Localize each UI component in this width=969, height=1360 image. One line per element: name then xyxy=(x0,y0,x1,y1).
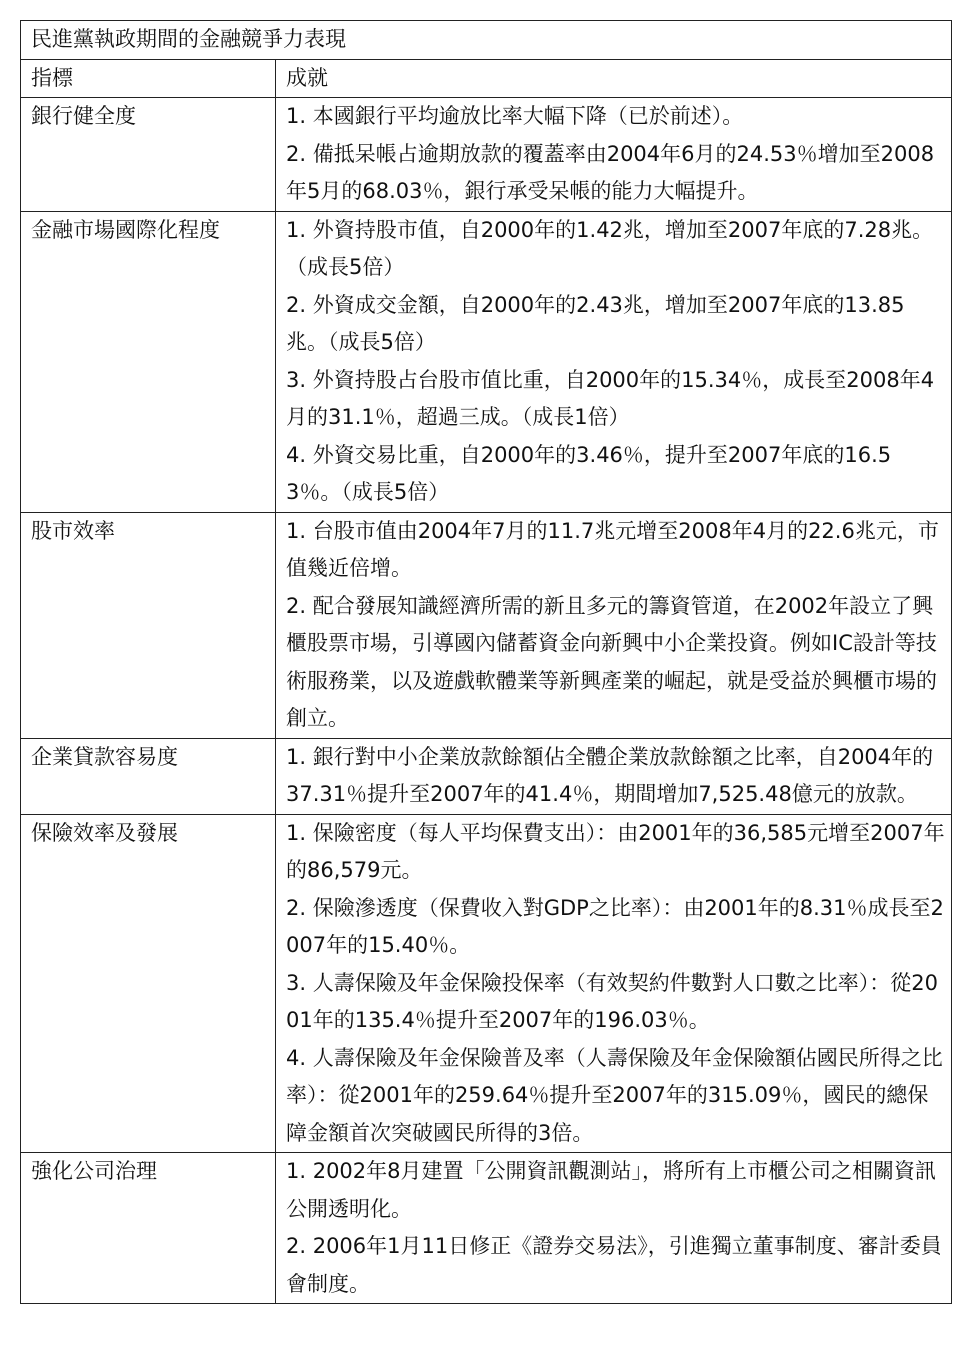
achievement-cell xyxy=(276,211,952,512)
indicator-cell: 金融市場國際化程度 xyxy=(21,211,276,512)
table-row xyxy=(21,738,952,814)
table-row xyxy=(21,211,952,512)
indicator-cell: 保險效率及發展 xyxy=(21,814,276,1153)
achievement-point: 4. 外資交易比重，自2000年的3.46％，提升至2007年底的16.53％。（成長5倍） xyxy=(286,442,892,504)
achievement-point: 2. 2006年1月11日修正《證券交易法》，引進獨立董事制度、審計委員會制度。 xyxy=(286,1234,942,1296)
document-page xyxy=(20,20,951,1304)
achievement-cell xyxy=(276,814,952,1153)
table-title: 民進黨執政期間的金融競爭力表現 xyxy=(21,21,952,60)
indicator-cell: 銀行健全度 xyxy=(21,98,276,212)
achievement-point: 4. 人壽保險及年金保險普及率（人壽保險及年金保險額佔國民所得之比率）：從2001年的259.64％提升至2007年的315.09％，國民的總保障金額首次突破國民所得的3倍。 xyxy=(286,1045,943,1145)
table-title-row xyxy=(21,21,952,60)
achievement-point: 1. 2002年8月建置「公開資訊觀測站」，將所有上市櫃公司之相關資訊公開透明化。 xyxy=(286,1159,937,1221)
indicator-cell: 強化公司治理 xyxy=(21,1153,276,1304)
indicator-cell: 企業貸款容易度 xyxy=(21,738,276,814)
achievement-point: 1. 本國銀行平均逾放比率大幅下降（已於前述）。 xyxy=(286,104,744,128)
achievement-cell xyxy=(276,512,952,738)
achievement-point: 1. 銀行對中小企業放款餘額佔全體企業放款餘額之比率，自2004年的37.31％提升至2007年的41.4％，期間增加7,525.48億元的放款。 xyxy=(286,744,934,806)
header-indicator: 指標 xyxy=(21,59,276,98)
achievement-cell xyxy=(276,738,952,814)
achievement-cell xyxy=(276,1153,952,1304)
table-row xyxy=(21,512,952,738)
achievement-point: 1. 保險密度（每人平均保費支出）：由2001年的36,585元增至2007年的86,579元。 xyxy=(286,820,945,882)
indicator-cell: 股市效率 xyxy=(21,512,276,738)
financial-competitiveness-table xyxy=(20,20,952,1304)
table-row xyxy=(21,814,952,1153)
achievement-point: 2. 保險滲透度（保費收入對GDP之比率）：由2001年的8.31％成長至2007年的15.40％。 xyxy=(286,895,944,957)
achievement-point: 2. 外資成交金額，自2000年的2.43兆，增加至2007年底的13.85兆。（成長5倍） xyxy=(286,292,905,354)
achievement-point: 2. 配合發展知識經濟所需的新且多元的籌資管道，在2002年設立了興櫃股票市場，引導國內儲蓄資金向新興中小企業投資。例如IC設計等技術服務業，以及遊戲軟體業等新興產業的崛起，就是受益於興櫃市場的創立。 xyxy=(286,593,937,730)
table-row xyxy=(21,98,952,212)
achievement-point: 3. 外資持股占台股市值比重，自2000年的15.34％，成長至2008年4月的31.1％，超過三成。（成長1倍） xyxy=(286,367,935,429)
achievement-point: 1. 台股市值由2004年7月的11.7兆元增至2008年4月的22.6兆元，市值幾近倍增。 xyxy=(286,518,939,580)
table-header-row xyxy=(21,59,952,98)
header-achievement: 成就 xyxy=(276,59,952,98)
achievement-cell xyxy=(276,98,952,212)
achievement-point: 2. 備抵呆帳占逾期放款的覆蓋率由2004年6月的24.53％增加至2008年5月的68.03％，銀行承受呆帳的能力大幅提升。 xyxy=(286,141,935,203)
table-row xyxy=(21,1153,952,1304)
achievement-point: 3. 人壽保險及年金保險投保率（有效契約件數對人口數之比率）：從2001年的135.4％提升至2007年的196.03％。 xyxy=(286,970,938,1032)
achievement-point: 1. 外資持股市值，自2000年的1.42兆，增加至2007年底的7.28兆。（成長5倍） xyxy=(286,217,934,279)
